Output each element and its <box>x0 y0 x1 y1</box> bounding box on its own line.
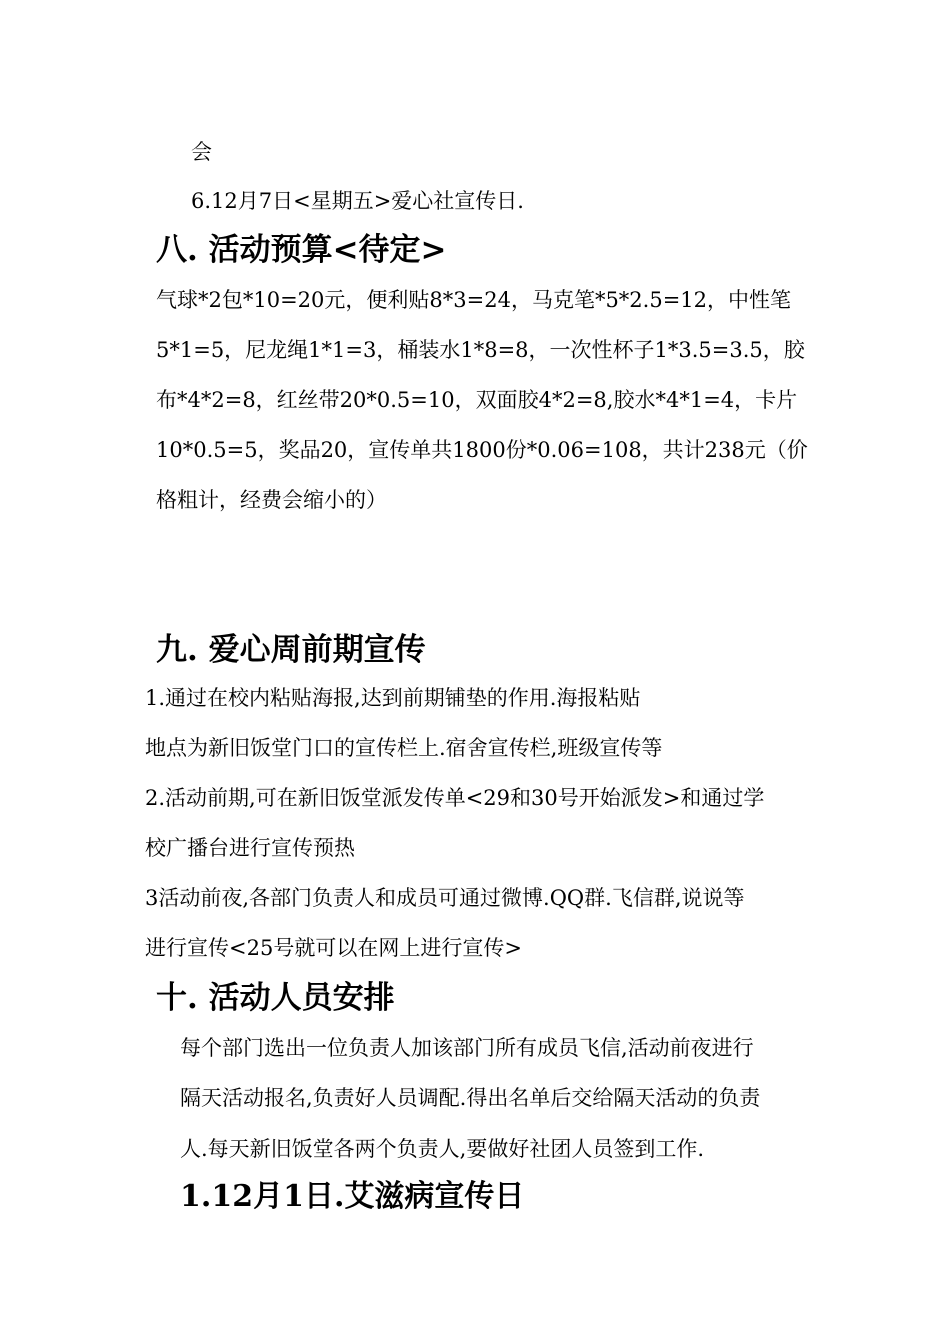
staffing-line-3: 人.每天新旧饭堂各两个负责人,要做好社团人员签到工作. <box>180 1137 705 1161</box>
continued-text: 会 <box>191 140 212 164</box>
staffing-line-2: 隔天活动报名,负责好人员调配.得出名单后交给隔天活动的负责 <box>180 1086 761 1110</box>
publicity-line-5: 3活动前夜,各部门负责人和成员可通过微博.QQ群.飞信群,说说等 <box>145 886 745 910</box>
budget-line-5: 格粗计，经费会缩小的） <box>156 488 387 512</box>
section-10-heading: 十. 活动人员安排 <box>156 980 395 1016</box>
section-8-heading: 八. 活动预算<待定> <box>156 232 447 268</box>
publicity-line-6: 进行宣传<25号就可以在网上进行宣传> <box>145 936 522 960</box>
publicity-line-4: 校广播台进行宣传预热 <box>145 836 355 860</box>
budget-line-1: 气球*2包*10=20元，便利贴8*3=24，马克笔*5*2.5=12，中性笔 <box>156 288 792 312</box>
day1-subheading: 1.12月1日.艾滋病宣传日 <box>180 1179 525 1214</box>
publicity-line-3: 2.活动前期,可在新旧饭堂派发传单<29和30号开始派发>和通过学 <box>145 786 765 810</box>
publicity-line-1: 1.通过在校内粘贴海报,达到前期铺垫的作用.海报粘贴 <box>145 686 641 710</box>
section-9-heading: 九. 爱心周前期宣传 <box>156 632 426 668</box>
budget-line-4: 10*0.5=5，奖品20，宣传单共1800份*0.06=108，共计238元（价 <box>156 438 808 462</box>
list-item-6: 6.12月7日<星期五>爱心社宣传日. <box>191 189 524 213</box>
publicity-line-2: 地点为新旧饭堂门口的宣传栏上.宿舍宣传栏,班级宣传等 <box>145 736 663 760</box>
budget-line-2: 5*1=5，尼龙绳1*1=3，桶装水1*8=8，一次性杯子1*3.5=3.5，胶 <box>156 338 805 362</box>
staffing-line-1: 每个部门选出一位负责人加该部门所有成员飞信,活动前夜进行 <box>180 1036 754 1060</box>
budget-line-3: 布*4*2=8，红丝带20*0.5=10，双面胶4*2=8,胶水*4*1=4，卡片 <box>156 388 798 412</box>
